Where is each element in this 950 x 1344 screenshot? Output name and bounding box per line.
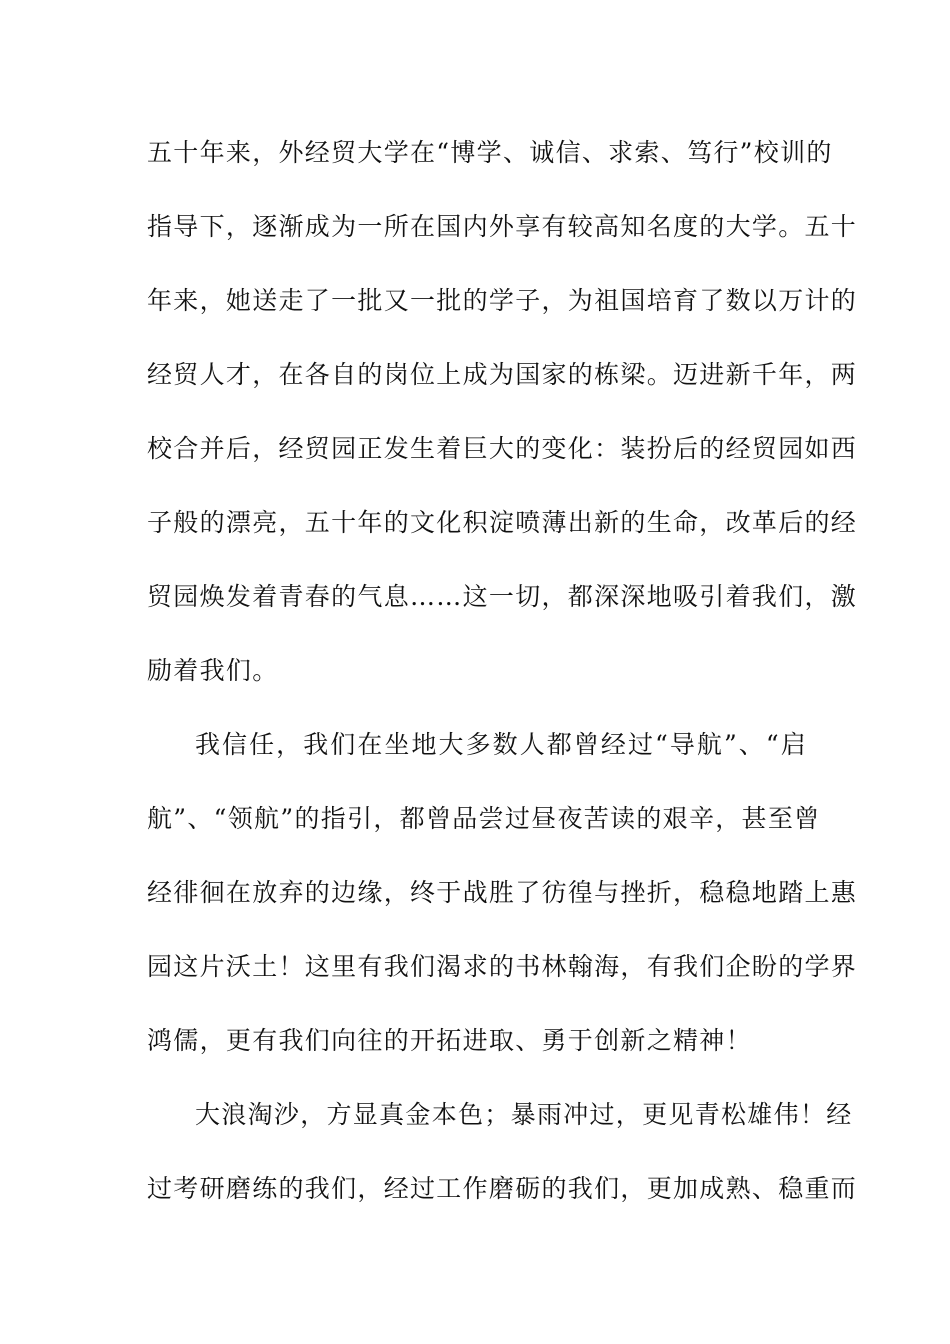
text-line: 校合并后，经贸园正发生着巨大的变化：装扮后的经贸园如西 [147, 434, 858, 463]
text-line: 贸园焕发着青春的气息……这一切，都深深地吸引着我们，激 [147, 582, 858, 611]
text-line: 指导下，逐渐成为一所在国内外享有较高知名度的大学。五十 [147, 212, 858, 241]
paragraph-first-line: 我信任，我们在坐地大多数人都曾经过“导航”、“启 [195, 730, 807, 759]
text-line: 励着我们。 [147, 656, 279, 685]
text-line: 经贸人才，在各自的岗位上成为国家的栋梁。迈进新千年，两 [147, 360, 858, 389]
text-line: 五十年来，外经贸大学在“博学、诚信、求索、笃行”校训的 [147, 138, 833, 167]
text-line: 航”、“领航”的指引，都曾品尝过昼夜苦读的艰辛，甚至曾 [147, 804, 821, 833]
text-line: 过考研磨练的我们，经过工作磨砺的我们，更加成熟、稳重而 [147, 1174, 858, 1203]
text-line: 园这片沃土！这里有我们渴求的书林翰海，有我们企盼的学界 [147, 952, 858, 981]
text-line: 子般的漂亮，五十年的文化积淀喷薄出新的生命，改革后的经 [147, 508, 858, 537]
text-line: 鸿儒，更有我们向往的开拓进取、勇于创新之精神！ [147, 1026, 752, 1055]
text-line: 经徘徊在放弃的边缘，终于战胜了彷徨与挫折，稳稳地踏上惠 [147, 878, 858, 907]
text-line: 年来，她送走了一批又一批的学子，为祖国培育了数以万计的 [147, 286, 858, 315]
paragraph-first-line: 大浪淘沙，方显真金本色；暴雨冲过，更见青松雄伟！经 [195, 1100, 853, 1129]
